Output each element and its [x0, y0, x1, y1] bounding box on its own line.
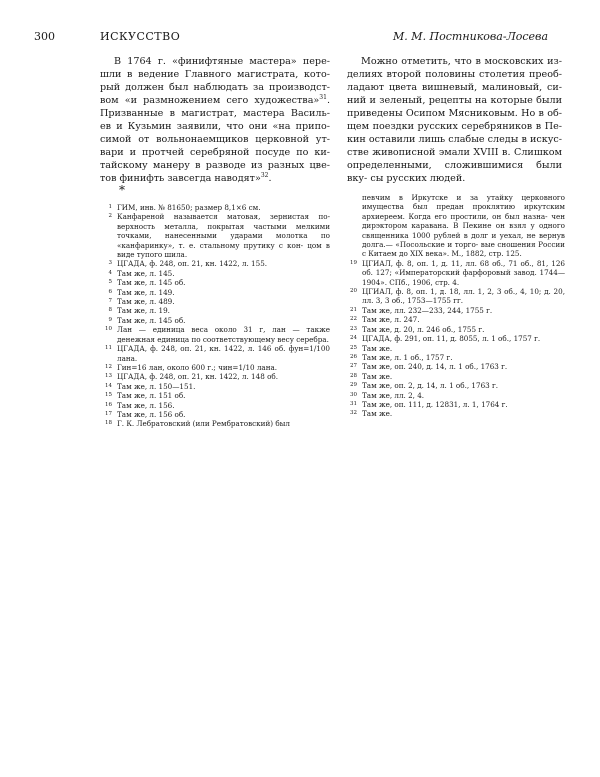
footnote-line: Там же, л. 1 об., 1757 г.	[362, 352, 453, 362]
footnote-line: ЦГИАЛ, ф. 8, оп. 1, д. 11, лл. 68 об., 71 об.,	[362, 258, 534, 268]
text-line: Можно отметить, что в московских из-	[361, 56, 562, 67]
footnote-text	[117, 325, 330, 344]
text-line: тайскому манеру в разводе из разных цве-	[100, 160, 330, 171]
footnote	[345, 362, 565, 371]
text-line: сы русских людей.	[370, 173, 466, 184]
text-line: делиях второй половины столетия преоб-	[347, 69, 562, 80]
footnote-number: 14	[105, 382, 112, 389]
footnote-line: завод. 1744—1904». СПб., 1906, стр. 4.	[362, 268, 566, 287]
footnote-text	[117, 410, 330, 419]
footnote-line: цом в виде тупого шила.	[117, 240, 330, 260]
footnote-number: 5	[108, 279, 112, 286]
footnote-text	[362, 193, 565, 259]
footnote	[100, 363, 330, 372]
footnote-number: 15	[105, 392, 112, 399]
footnote-text	[117, 344, 330, 363]
footnote	[100, 306, 330, 315]
footnote-text	[362, 259, 565, 287]
footnote-text	[117, 391, 330, 400]
footnote-text	[117, 306, 330, 315]
footnote-text	[362, 409, 565, 418]
footnote	[345, 409, 565, 418]
footnote	[100, 316, 330, 325]
footnote-number: 23	[350, 325, 357, 332]
footnote-number: 28	[350, 372, 357, 379]
text-line: определенными, сложившимися были вку-	[347, 160, 562, 184]
footnote-text	[117, 259, 330, 268]
text-line: шли в ведение Главного магистрата, кото-	[100, 69, 330, 80]
footnote-line: Там же, лл. 2, 4.	[362, 390, 425, 400]
footnote-number: 4	[108, 269, 112, 276]
text-line: В 1764 г. «финифтяные мастера» пере-	[114, 56, 330, 67]
footnote-text	[117, 288, 330, 297]
footnote-line: ЦГИАЛ, ф. 8, оп. 1, д. 18, лл. 1, 2, 3 об., 4, 10;	[362, 287, 542, 297]
footnote-number: 19	[350, 259, 357, 266]
footnote	[100, 288, 330, 297]
footnote	[345, 400, 565, 409]
footnote	[100, 419, 330, 428]
footnote	[100, 269, 330, 278]
footnote-line: Лан — единица веса около 31 г, лан — также	[117, 325, 330, 335]
footnote	[345, 353, 565, 362]
footnote-line: Г. К. Лебратовский (или Рембратовский) был	[117, 419, 290, 429]
footnote-text	[117, 363, 330, 372]
footnotes-right-column	[345, 193, 565, 419]
footnote-text	[117, 401, 330, 410]
footnote-number: 9	[108, 316, 112, 323]
footnote-text	[362, 400, 565, 409]
footnote	[100, 212, 330, 259]
footnote-line: Там же, л. 489.	[117, 297, 175, 307]
footnote-number: 6	[108, 288, 112, 295]
footnote-number: 10	[105, 326, 112, 333]
footnote-line: Гин=16 лан, около 600 г.; чин=1/10 лана.	[117, 362, 278, 372]
text-line: .	[268, 173, 272, 184]
footnote-line: Там же, л. 145 об.	[117, 315, 186, 325]
footnote-text	[362, 306, 565, 315]
footnote-number: 1	[108, 204, 112, 210]
footnote	[345, 344, 565, 353]
footnote-line: вые сношения России с Китаем до XIX века».	[362, 240, 565, 259]
footnote-number: 31	[350, 400, 357, 407]
footnote-number: 3	[108, 260, 112, 267]
footnote	[100, 259, 330, 268]
footnote-line: Там же, л. 145 об.	[117, 278, 186, 288]
text-line: тов финифть завсегда наводят»	[100, 173, 261, 184]
footnote	[100, 410, 330, 419]
text-line: ладают цвета вишневый, малиновый, си-	[347, 82, 562, 93]
footnote-text	[117, 419, 330, 428]
footnote-line: архиереем. Когда его простили, он был назна-	[362, 211, 548, 221]
body-paragraph: В 1764 г. «финифтяные мастера» пере- шли в ведение Главного магистрата, кото- рый должен был наблюдать за производст- вом «и размножением сего художества»$^{31}$. Призванные в магистрат, мастера Василь- ев и Кузьмин заявили, что они «на припо- симой от вольнонаемщиков церковной ут- вари и протчей серебряной посуде по ки- тайскому манеру в разводе из разных цве- тов финифть завсегда наводят»$^{32}$.	[100, 56, 330, 184]
footnote-number: 18	[105, 420, 112, 427]
footnote-number: 2	[108, 213, 112, 220]
footnote-text	[362, 287, 565, 306]
footnote-line: Канфареной называется матовая, зернистая по-	[117, 212, 330, 222]
footnote	[100, 382, 330, 391]
footnote	[100, 372, 330, 381]
footnote-line: Там же, л. 156 об.	[117, 409, 186, 419]
text-line: стве живописной эмали XVIII в. Слишком	[347, 147, 562, 158]
footnote-line: уехал, не вернув долга.— «Посольские и торго-	[362, 230, 565, 250]
main-text-left-column	[100, 55, 330, 185]
footnote-line: 81, 126 об. 127; «Императорский фарфоровый	[362, 258, 565, 278]
text-line: ний и зеленый, рецепты на которые были	[347, 95, 562, 106]
footnote	[345, 193, 565, 259]
footnote-number: 7	[108, 298, 112, 305]
footnote-text	[362, 315, 565, 324]
footnote-line: Там же, л. 150—151.	[117, 381, 196, 391]
footnote-text	[117, 372, 330, 381]
footnote-line: фун=1/100 лана.	[117, 344, 330, 363]
footnote-text	[117, 382, 330, 391]
text-line: вари и протчей серебряной посуде по ки-	[100, 147, 330, 158]
text-line: вом «и размножением сего художества»	[100, 95, 320, 106]
footnote-number: 32	[350, 410, 357, 417]
footnote-text	[362, 391, 565, 400]
footnote-number: 13	[105, 373, 112, 380]
footnote-line: ЦГАДА, ф. 248, оп. 21, кн. 1422, л. 148 об.	[117, 372, 279, 382]
footnote-number: 12	[105, 363, 112, 370]
footnote-line: ЦГАДА, ф. 291, оп. 11, д. 8055, л. 1 об., 1757 г.	[362, 334, 541, 344]
footnote	[345, 315, 565, 324]
footnote	[345, 287, 565, 306]
footnote-text	[362, 381, 565, 390]
footnote-number: 25	[350, 344, 357, 351]
footnote-line: ЦГАДА, ф. 248, оп. 21, кн. 1422, л. 155.	[117, 259, 268, 269]
body-paragraph	[347, 55, 562, 185]
footnote-line: у одного священника 1000 рублей в долг и	[362, 221, 565, 240]
footnote-ref: 31	[319, 93, 327, 101]
page-number: 300	[34, 30, 55, 43]
footnote-number: 8	[108, 307, 112, 314]
footnote-text	[117, 212, 330, 259]
footnote-text	[362, 344, 565, 353]
text-line: Призванные в магистрат, мастера Василь-	[100, 108, 330, 119]
footnote	[345, 306, 565, 315]
footnote	[100, 344, 330, 363]
footnote-number: 29	[350, 382, 357, 389]
footnote-number: 20	[350, 288, 357, 295]
footnote-number: 17	[105, 410, 112, 417]
footnote	[100, 278, 330, 287]
footnote	[345, 372, 565, 381]
footnote-line: серебра.	[296, 334, 329, 344]
footnote	[345, 259, 565, 287]
footnote-text	[117, 269, 330, 278]
footnote-line: Там же, л. 145.	[117, 268, 175, 278]
footnote-text	[117, 203, 330, 212]
footnote	[100, 297, 330, 306]
footnote-text	[117, 278, 330, 287]
footnote-line: «канфаринку», т. е. стальному прутику с кон-	[117, 240, 304, 250]
footnotes-left-column	[100, 203, 330, 429]
footnote-number: 22	[350, 316, 357, 323]
section-title: ИСКУССТВО	[100, 30, 181, 43]
footnote-line: Там же.	[362, 409, 393, 419]
running-author: М. М. Постникова-Лосева	[393, 30, 548, 43]
footnote-text	[362, 372, 565, 381]
text-line: щем поездки русских серебряников в Пе-	[347, 121, 562, 132]
footnote-text	[362, 362, 565, 371]
footnote-line: Там же, д. 20, л. 246 об., 1755 г.	[362, 324, 485, 334]
footnote-line: Там же, л. 156.	[117, 400, 175, 410]
footnote	[100, 325, 330, 344]
footnote-line: Там же, л. 151 об.	[117, 391, 186, 401]
footnote-line: Там же, л. 149.	[117, 287, 175, 297]
text-line: ев и Кузьмин заявили, что они «на припо-	[100, 121, 330, 132]
footnote	[100, 401, 330, 410]
footnote-line: Там же, оп. 240, д. 14, л. 1 об., 1763 г.	[362, 362, 508, 372]
footnote-line: точками, нанесенными ударами молотка по	[117, 231, 330, 241]
footnote-line: ЦГАДА, ф. 248, оп. 21, кн. 1422, л. 146 об.	[117, 344, 286, 354]
text-line: рый должен был наблюдать за производст-	[100, 82, 330, 93]
footnote-line: д. 20, лл. 3, 3 об., 1753—1755 гг.	[362, 287, 565, 306]
footnote-number: 16	[105, 401, 112, 408]
footnote-text	[362, 353, 565, 362]
footnote	[100, 391, 330, 400]
footnote-line: ГИМ, инв. № 81650; размер 8,1×6 см.	[117, 203, 261, 212]
footnote-line: денежная единица по соответствующему весу	[117, 334, 294, 344]
footnote-line: Там же, лл. 232—233, 244, 1755 г.	[362, 305, 493, 315]
footnote-line: Там же.	[362, 371, 393, 381]
footnote-line: Там же.	[362, 343, 393, 353]
footnote-text	[117, 316, 330, 325]
footnote	[345, 334, 565, 343]
footnote-text	[117, 297, 330, 306]
footnote	[345, 391, 565, 400]
footnote-ref: 32	[260, 171, 269, 179]
footnote-line: чен дирэктором каравана. В Пекине он взял	[362, 211, 565, 231]
text-line: приведены Осипом Мясниковым. Но в об-	[347, 108, 562, 119]
footnote-number: 30	[350, 391, 357, 398]
section-asterisk: *	[119, 183, 125, 197]
footnote	[345, 381, 565, 390]
footnote-line: Там же, л. 19.	[117, 306, 170, 316]
footnote-line: М., 1882, стр. 125.	[451, 249, 522, 259]
footnote-number: 11	[105, 345, 112, 352]
footnote	[345, 325, 565, 334]
footnote-number: 27	[350, 363, 357, 370]
footnote-text	[362, 334, 565, 343]
text-line: симой от вольнонаемщиков церковной ут-	[100, 134, 330, 145]
text-line: кин оставили лишь слабые следы в искус-	[347, 134, 562, 145]
footnote-number: 24	[350, 335, 357, 342]
main-text-right-column	[347, 55, 562, 185]
footnote-line: верхность металла, покрытая частыми мелкими	[117, 221, 330, 231]
footnote	[100, 203, 330, 212]
footnote-number: 21	[350, 306, 357, 313]
footnote-text	[362, 325, 565, 334]
footnote-number: 26	[350, 353, 357, 360]
footnote-line: певчим в Иркутске и за утайку церковного	[362, 193, 565, 202]
footnote-line: Там же, оп. 2, д. 14, л. 1 об., 1763 г.	[362, 381, 499, 391]
footnote-line: имущества был предан проклятию иркутским	[362, 202, 565, 212]
footnote-line: Там же, оп. 111, д. 12831, л. 1, 1764 г.	[362, 399, 508, 409]
footnote-line: Там же, л. 247.	[362, 315, 420, 325]
